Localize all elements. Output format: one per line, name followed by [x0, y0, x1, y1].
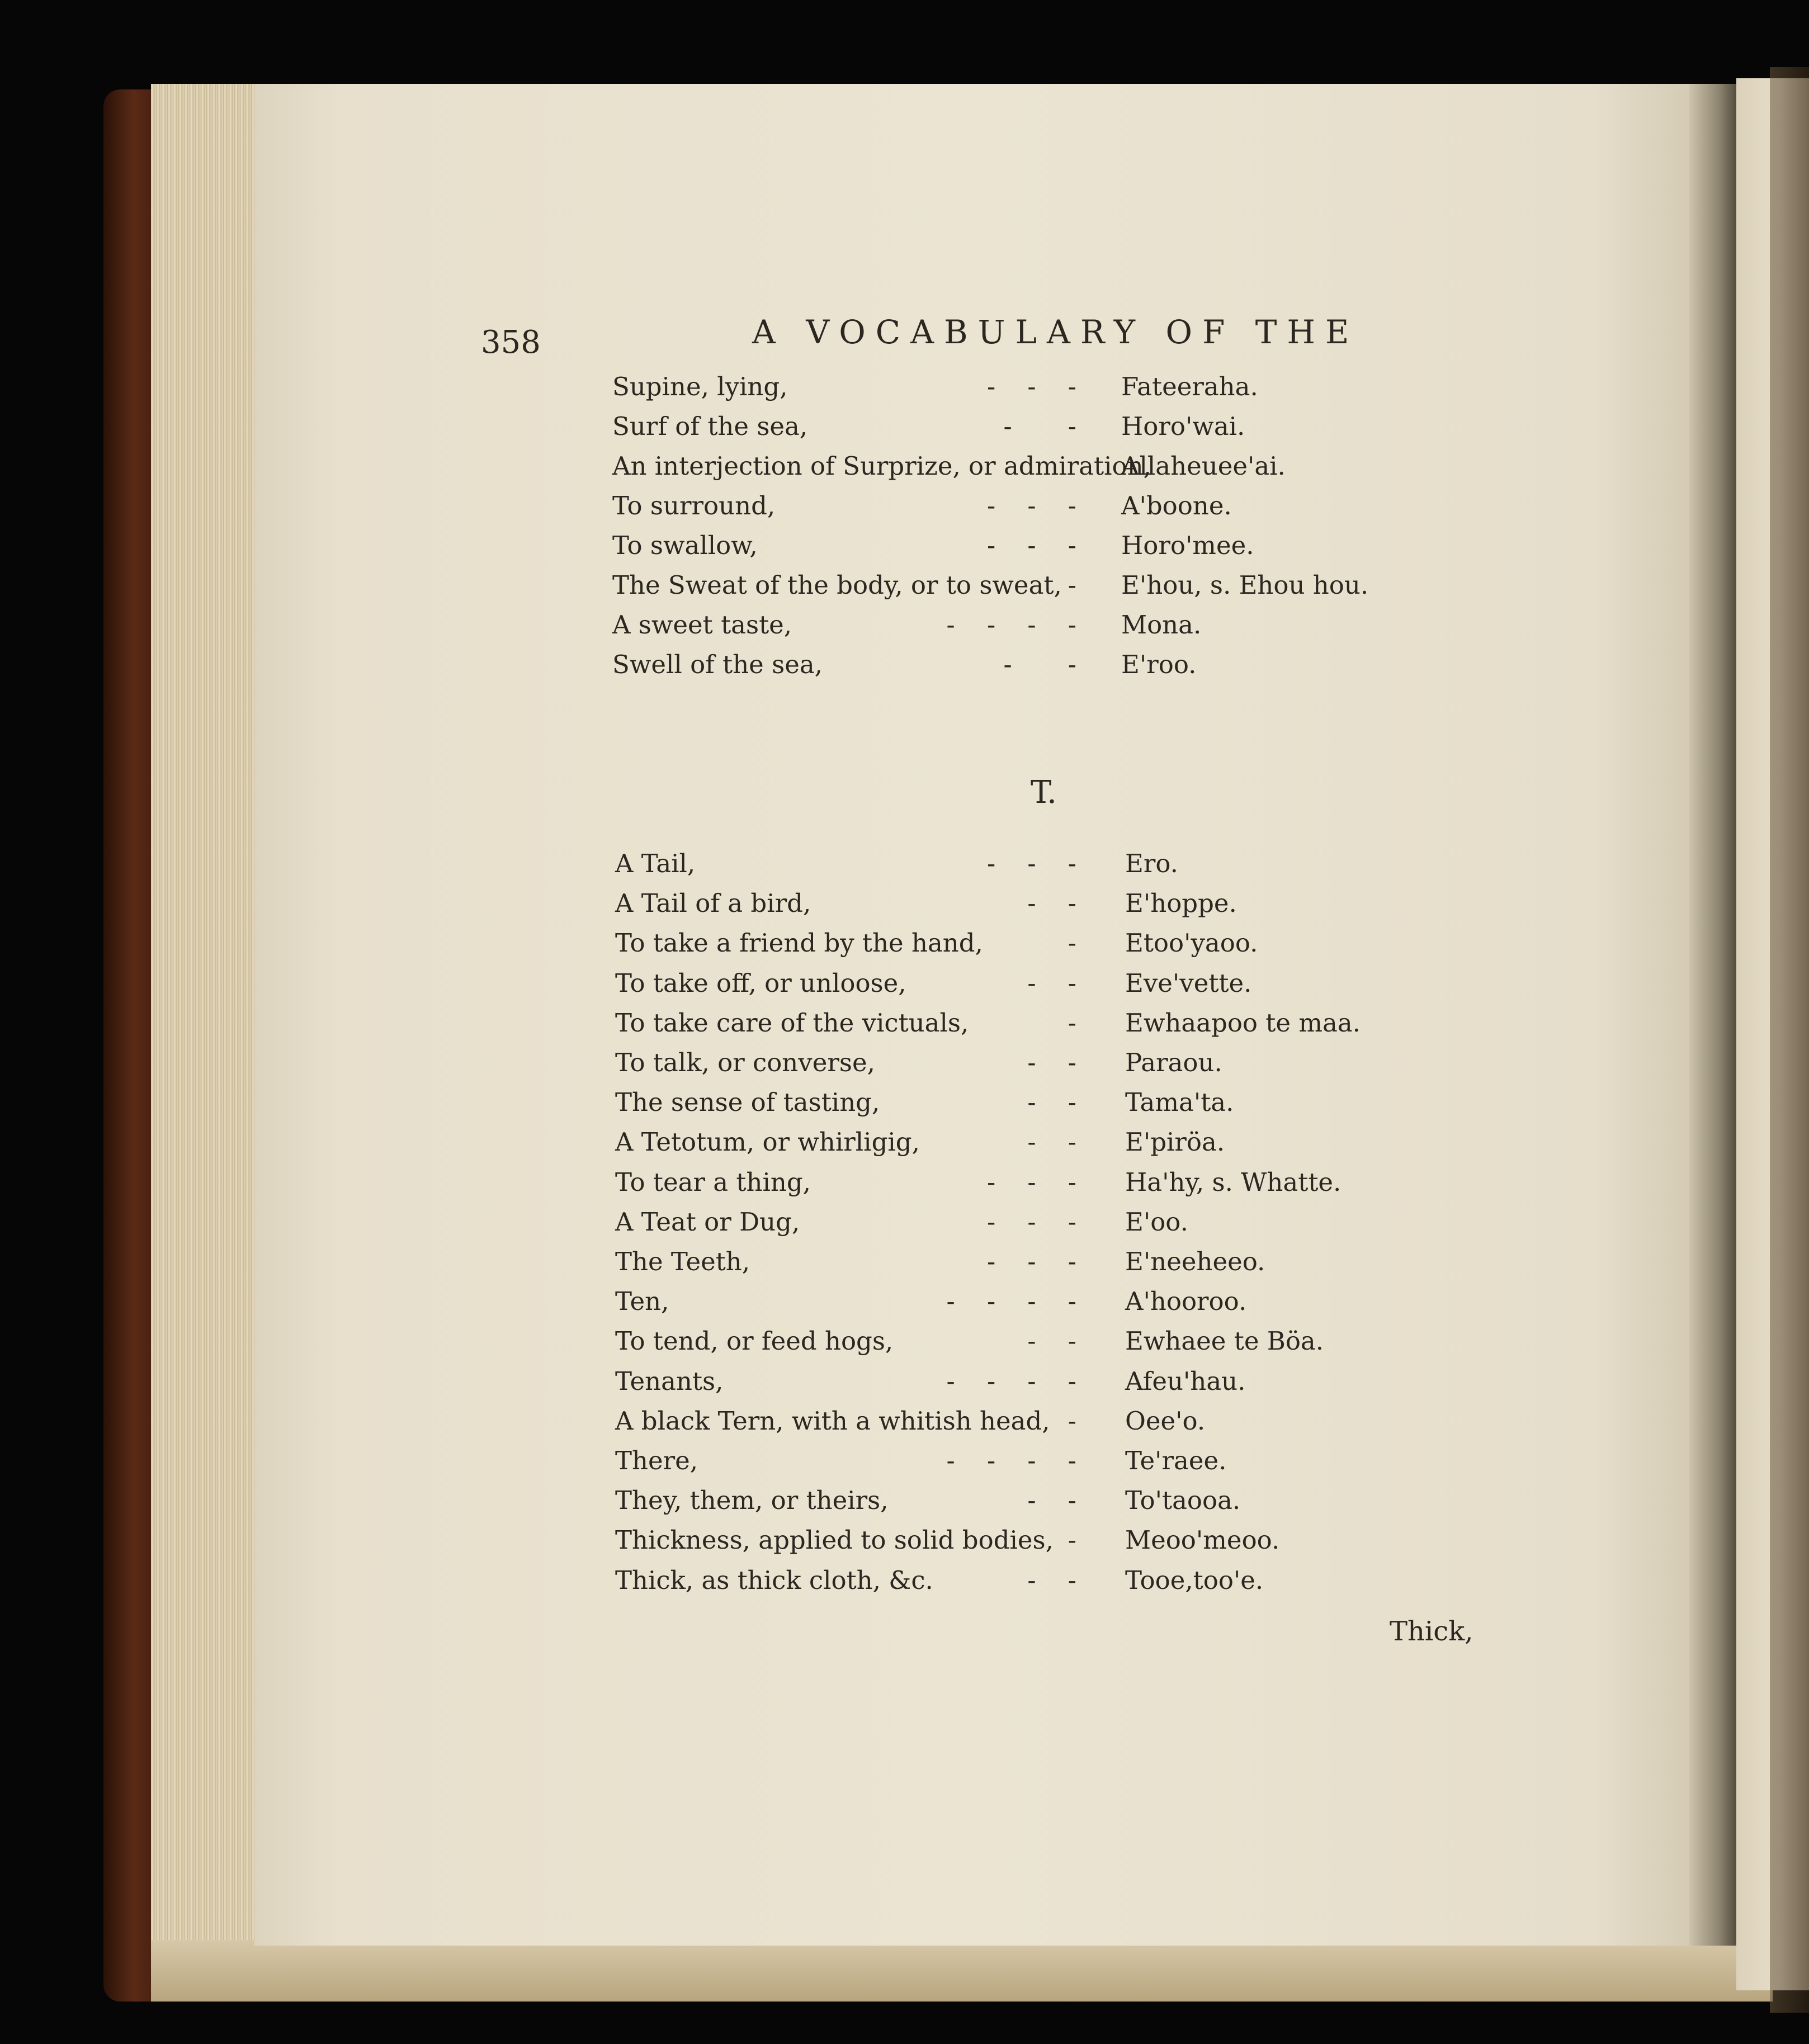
leader-dashes: - -	[1003, 650, 1076, 679]
english-term: Thickness, applied to solid bodies,	[615, 1525, 1054, 1555]
vocabulary-entry	[0, 1048, 1809, 1087]
tahitian-term: Tama'ta.	[1125, 1087, 1234, 1118]
vocabulary-entry	[0, 928, 1809, 967]
tahitian-term: Allaheuee'ai.	[1121, 451, 1286, 481]
vocabulary-entry	[0, 1127, 1809, 1166]
leader-dashes: - - - -	[946, 1366, 1076, 1396]
tahitian-term: Ewhaapoo te maa.	[1125, 1007, 1361, 1038]
leader-dashes: - -	[1003, 411, 1076, 441]
leader-dashes: -	[1068, 1406, 1076, 1436]
tahitian-term: Horo'mee.	[1121, 531, 1254, 560]
leader-dashes: - - -	[986, 849, 1076, 878]
leader-dashes: -	[1068, 570, 1076, 600]
leader-dashes: - -	[1027, 1485, 1076, 1516]
vocabulary-entry	[0, 570, 1809, 609]
english-term: The sense of tasting,	[615, 1087, 880, 1118]
english-term: There,	[615, 1446, 698, 1475]
vocabulary-entry	[0, 1087, 1809, 1127]
vocabulary-entry	[0, 1247, 1809, 1286]
english-term: A Tail of a bird,	[615, 888, 811, 919]
english-term: Surf of the sea,	[612, 411, 808, 441]
tahitian-term: Eve'vette.	[1125, 968, 1252, 998]
vocabulary-entry	[0, 1485, 1809, 1525]
english-term: They, them, or theirs,	[615, 1485, 889, 1516]
catchword: Thick,	[1390, 1616, 1473, 1647]
leader-dashes: -	[1068, 1007, 1076, 1038]
leader-dashes: - - - -	[946, 1446, 1076, 1475]
tahitian-term: Tooe,too'e.	[1125, 1565, 1264, 1595]
tahitian-term: Ero.	[1125, 849, 1178, 878]
page-bottom-edge	[151, 1940, 1773, 2002]
leader-dashes: - -	[1027, 1326, 1076, 1356]
page-number: 358	[481, 324, 541, 361]
tahitian-term: E'piröa.	[1125, 1127, 1225, 1157]
leader-dashes: - - -	[986, 1247, 1076, 1276]
vocabulary-entry	[0, 491, 1809, 530]
tahitian-term: Afeu'hau.	[1125, 1366, 1246, 1396]
tahitian-term: E'neeheeo.	[1125, 1247, 1265, 1276]
english-term: Ten,	[615, 1286, 669, 1317]
english-term: A Tetotum, or whirligig,	[615, 1127, 920, 1157]
tahitian-term: Ha'hy, s. Whatte.	[1125, 1167, 1342, 1197]
leader-dashes: - - -	[986, 372, 1076, 401]
tahitian-term: E'hoppe.	[1125, 888, 1237, 919]
english-term: To surround,	[612, 491, 776, 521]
english-term: A Teat or Dug,	[615, 1206, 800, 1237]
vocabulary-entry	[0, 650, 1809, 689]
english-term: Tenants,	[615, 1366, 724, 1396]
vocabulary-entry	[0, 1286, 1809, 1326]
leader-dashes: - -	[1027, 1127, 1076, 1157]
english-term: Thick, as thick cloth, &c.	[615, 1565, 933, 1595]
leader-dashes: - -	[1027, 1087, 1076, 1118]
english-term: The Teeth,	[615, 1247, 750, 1276]
english-term: The Sweat of the body, or to sweat,	[612, 570, 1062, 600]
leader-dashes: - - - -	[946, 1286, 1076, 1317]
tahitian-term: Etoo'yaoo.	[1125, 928, 1258, 958]
vocabulary-entry	[0, 1406, 1809, 1445]
section-letter: T.	[1031, 774, 1057, 811]
vocabulary-entry	[0, 1008, 1809, 1047]
vocabulary-entry	[0, 451, 1809, 490]
tahitian-term: Mona.	[1121, 610, 1202, 640]
vocabulary-entry	[0, 849, 1809, 888]
leader-dashes: - -	[1027, 968, 1076, 998]
leader-dashes: - -	[1027, 1048, 1076, 1077]
leader-dashes: - - -	[986, 531, 1076, 560]
leader-dashes: -	[1068, 928, 1076, 958]
tahitian-term: E'oo.	[1125, 1206, 1188, 1237]
english-term: An interjection of Surprize, or admiration,	[612, 451, 1151, 481]
tahitian-term: Te'raee.	[1125, 1446, 1227, 1475]
english-term: A sweet taste,	[612, 610, 792, 640]
english-term: To take a friend by the hand,	[615, 928, 983, 958]
vocabulary-entry	[0, 610, 1809, 649]
tahitian-term: E'roo.	[1121, 650, 1197, 679]
tahitian-term: A'boone.	[1121, 491, 1232, 521]
tahitian-term: Paraou.	[1125, 1048, 1222, 1077]
vocabulary-entry	[0, 968, 1809, 1007]
leader-dashes: - - -	[986, 491, 1076, 521]
leader-dashes: - -	[1027, 888, 1076, 919]
english-term: A Tail,	[615, 849, 696, 878]
english-term: Supine, lying,	[612, 372, 788, 401]
vocabulary-entry	[0, 531, 1809, 570]
leader-dashes: - - -	[986, 1206, 1076, 1237]
english-term: To take off, or unloose,	[615, 968, 906, 998]
leader-dashes: - - - -	[946, 610, 1076, 640]
tahitian-term: Oee'o.	[1125, 1406, 1206, 1436]
vocabulary-entry	[0, 1326, 1809, 1365]
tahitian-term: Ewhaee te Böa.	[1125, 1326, 1324, 1356]
vocabulary-entry	[0, 1525, 1809, 1564]
tahitian-term: To'taooa.	[1125, 1485, 1241, 1516]
leader-dashes: - - -	[986, 1167, 1076, 1197]
vocabulary-entry	[0, 1167, 1809, 1206]
english-term: Swell of the sea,	[612, 650, 823, 679]
english-term: To swallow,	[612, 531, 758, 560]
leader-dashes: - -	[1027, 1565, 1076, 1595]
english-term: To talk, or converse,	[615, 1048, 875, 1077]
vocabulary-entry	[0, 411, 1809, 451]
vocabulary-entry	[0, 888, 1809, 928]
english-term: A black Tern, with a whitish head,	[615, 1406, 1050, 1436]
tahitian-term: Fateeraha.	[1121, 372, 1258, 401]
vocabulary-entry	[0, 1565, 1809, 1605]
english-term: To take care of the victuals,	[615, 1007, 969, 1038]
tahitian-term: Horo'wai.	[1121, 411, 1245, 441]
leader-dashes: -	[1068, 1525, 1076, 1555]
english-term: To tend, or feed hogs,	[615, 1326, 894, 1356]
running-head: A VOCABULARY OF THE	[752, 313, 1359, 351]
vocabulary-entry	[0, 1366, 1809, 1406]
tahitian-term: Meoo'meoo.	[1125, 1525, 1280, 1555]
vocabulary-entry	[0, 372, 1809, 411]
english-term: To tear a thing,	[615, 1167, 811, 1197]
tahitian-term: A'hooroo.	[1125, 1286, 1247, 1317]
vocabulary-entry	[0, 1207, 1809, 1246]
tahitian-term: E'hou, s. Ehou hou.	[1121, 570, 1369, 600]
vocabulary-entry	[0, 1446, 1809, 1485]
